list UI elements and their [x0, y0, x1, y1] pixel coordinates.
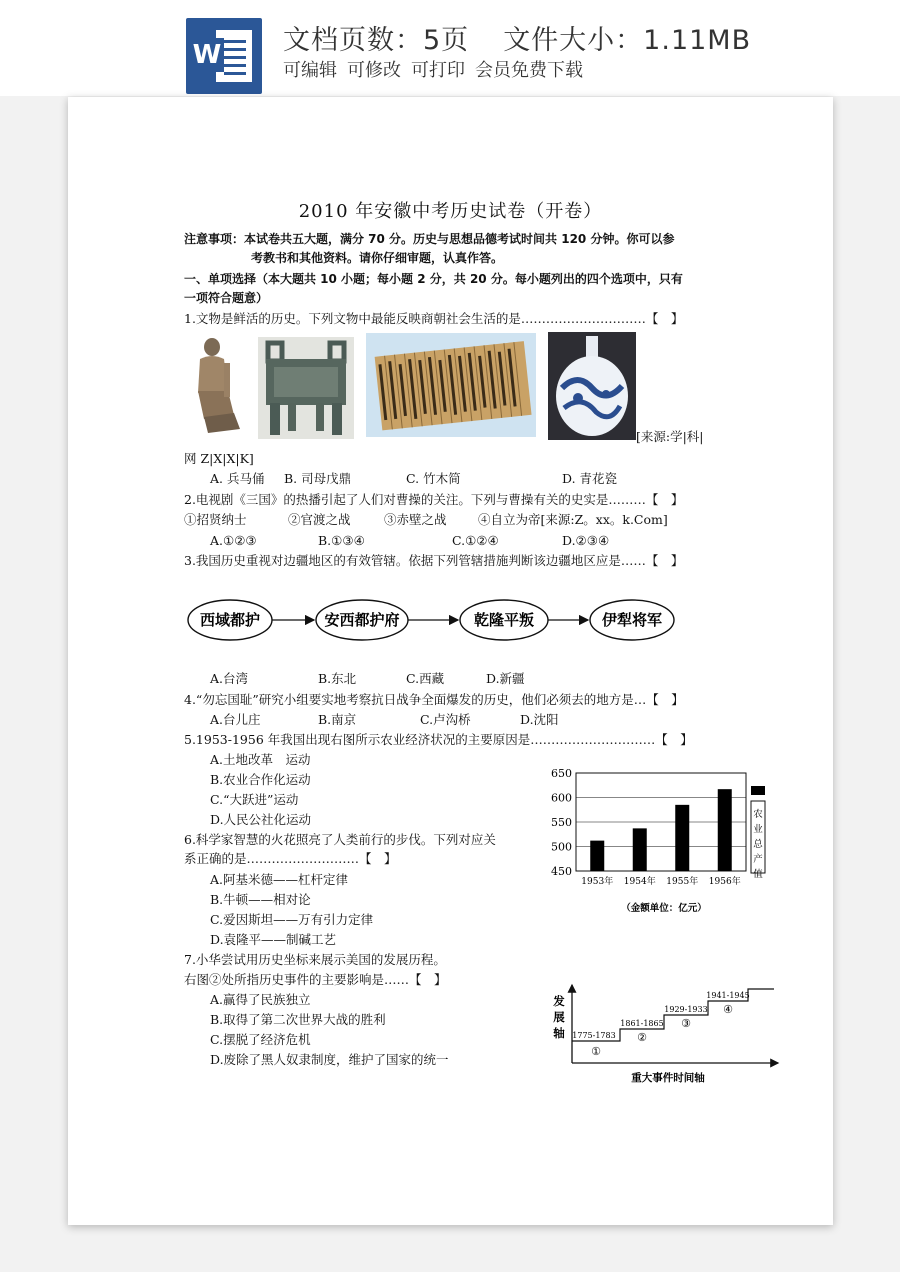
q7-option-d: D.废除了黑人奴隶制度，维护了国家的统一 [210, 1052, 449, 1067]
step-label-3: 1941-1945 [706, 991, 750, 1000]
bamboo-slips-image [366, 333, 536, 437]
q2-option-d: D.②③④ [562, 533, 610, 548]
feature-modifiable: 可修改 [347, 60, 401, 81]
q4-option-c: C.卢沟桥 [420, 712, 471, 727]
q2-stem: 2.电视剧《三国》的热播引起了人们对曹操的关注。下列与曹操有关的史实是………【 】 [184, 492, 684, 507]
download-banner [0, 0, 900, 96]
bar-2 [675, 805, 689, 871]
q4-option-a: A.台儿庄 [210, 712, 261, 727]
flow-node-4: 伊犁将军 [601, 611, 663, 629]
q4-option-d: D.沈阳 [520, 712, 559, 727]
q2-item-4: ④自立为帝[来源:Z。xx。k.Com] [478, 512, 668, 527]
section-heading-1: 一、单项选择（本大题共 10 小题；每小题 2 分，共 20 分。每小题列出的四个选项中，只有 [184, 272, 683, 286]
q3-flow-diagram [186, 594, 676, 646]
q1-option-a: A. 兵马俑 [210, 471, 265, 486]
q2-item-2: ②官渡之战 [288, 512, 351, 527]
file-size: 文件大小：1.11MB [503, 25, 752, 56]
step-marker-0: ① [591, 1045, 601, 1058]
q3-option-d: D.新疆 [486, 671, 525, 686]
bar-1 [633, 828, 647, 871]
x-tick-label-2: 1955年 [666, 877, 699, 887]
chart-caption: （金额单位：亿元） [621, 903, 707, 914]
step-label-1: 1861-1865 [620, 1019, 664, 1028]
q7-stem-1: 7.小华尝试用历史坐标来展示美国的发展历程。 [184, 952, 446, 967]
q3-option-b: B.东北 [318, 671, 357, 686]
bar-3 [718, 789, 732, 871]
document-page [68, 97, 833, 1225]
feature-list [283, 56, 583, 82]
section-heading-2: 一项符合题意） [184, 291, 269, 305]
us-history-axis-diagram [552, 977, 782, 1087]
q3-stem: 3.我国历史重视对边疆地区的有效管辖。依据下列管辖措施判断该边疆地区应是……【 】 [184, 553, 684, 568]
step-marker-1: ② [637, 1031, 647, 1044]
x-tick-label-0: 1953年 [581, 877, 614, 887]
notes-line-1: 注意事项：本试卷共五大题，满分 70 分。历史与思想品德考试时间共 120 分钟。你可以参 [184, 232, 675, 246]
q5-option-a: A.土地改革 运动 [210, 752, 311, 767]
simuwu-ding-image [258, 337, 354, 439]
q2-option-c: C.①②④ [452, 533, 499, 548]
q2-item-3: ③赤壁之战 [384, 512, 447, 527]
q2-option-b: B.①③④ [318, 533, 365, 548]
feature-member-download: 会员免费下载 [475, 60, 583, 81]
dev-axis-char-1: 展 [553, 1010, 565, 1024]
q6-option-b: B.牛顿——相对论 [210, 892, 311, 907]
q6-option-a: A.阿基米德——杠杆定律 [210, 872, 349, 887]
dev-axis-char-0: 发 [553, 994, 565, 1008]
legend-char-4: 值 [753, 869, 763, 880]
q5-option-c: C.“大跃进”运动 [210, 792, 299, 807]
q7-option-a: A.赢得了民族独立 [210, 992, 311, 1007]
time-axis-label: 重大事件时间轴 [631, 1072, 705, 1084]
q5-option-b: B.农业合作化运动 [210, 772, 311, 787]
q1-source-1: [来源:学|科| [636, 429, 704, 444]
q1-option-d: D. 青花瓷 [562, 471, 618, 486]
flow-node-3: 乾隆平叛 [473, 611, 535, 629]
blue-white-porcelain-image [548, 332, 636, 440]
bar-0 [590, 841, 604, 871]
flow-node-1: 西域都护 [199, 611, 261, 629]
feature-printable: 可打印 [411, 60, 465, 81]
step-marker-3: ④ [723, 1003, 733, 1016]
q4-option-b: B.南京 [318, 712, 357, 727]
agri-output-bar-chart [546, 765, 786, 915]
x-tick-label-3: 1956年 [708, 877, 741, 887]
legend-swatch [751, 786, 765, 795]
q4-stem: 4.“勿忘国耻”研究小组要实地考察抗日战争全面爆发的历史，他们必须去的地方是…【 】 [184, 692, 684, 707]
q5-option-d: D.人民公社化运动 [210, 812, 312, 827]
q6-stem-1: 6.科学家智慧的火花照亮了人类前行的步伐。下列对应关 [184, 832, 496, 847]
q3-option-c: C.西藏 [406, 671, 445, 686]
dev-axis-char-2: 轴 [553, 1026, 565, 1040]
notes-line-2: 考教书和其他资料。请你仔细审题，认真作答。 [251, 251, 504, 265]
y-tick-label-4: 650 [551, 767, 572, 780]
legend-char-3: 产 [753, 854, 763, 865]
step-marker-2: ③ [681, 1017, 691, 1030]
q5-stem: 5.1953-1956 年我国出现右图所示农业经济状况的主要原因是…………………………【 】 [184, 732, 693, 747]
q7-option-b: B.取得了第二次世界大战的胜利 [210, 1012, 386, 1027]
y-tick-label-2: 550 [551, 816, 572, 829]
q2-item-1: ①招贤纳士 [184, 512, 247, 527]
legend-char-2: 总 [753, 839, 763, 850]
x-tick-label-1: 1954年 [623, 877, 656, 887]
terracotta-warrior-image [184, 333, 244, 437]
q2-option-a: A.①②③ [210, 533, 257, 548]
q6-option-c: C.爱因斯坦——万有引力定律 [210, 912, 374, 927]
y-tick-label-1: 500 [551, 840, 572, 854]
doc-meta [283, 18, 751, 57]
legend-char-0: 农 [753, 809, 763, 820]
y-tick-label-0: 450 [551, 865, 572, 878]
q6-stem-2: 系正确的是………………………【 】 [184, 851, 397, 866]
q1-stem: 1.文物是鲜活的历史。下列文物中最能反映商朝社会生活的是…………………………【 】 [184, 311, 684, 326]
flow-node-2: 安西都护府 [324, 611, 400, 629]
y-tick-label-3: 600 [551, 791, 572, 805]
q1-source-2: 网 Z|X|X|K] [184, 451, 254, 466]
q7-stem-2: 右图②处所指历史事件的主要影响是……【 】 [184, 972, 447, 987]
page-title: 2010 年安徽中考历史试卷（开卷） [298, 201, 603, 222]
step-label-0: 1775-1783 [572, 1031, 616, 1040]
legend-char-1: 业 [753, 824, 763, 835]
page-count: 文档页数：5页 [283, 25, 470, 56]
q7-option-c: C.摆脱了经济危机 [210, 1032, 311, 1047]
q3-option-a: A.台湾 [210, 671, 249, 686]
q6-option-d: D.袁隆平——制碱工艺 [210, 932, 337, 947]
q1-option-b: B. 司母戊鼎 [284, 471, 352, 486]
q1-option-c: C. 竹木简 [406, 471, 461, 486]
word-doc-icon: W [186, 18, 262, 94]
step-label-2: 1929-1933 [664, 1005, 708, 1014]
feature-editable: 可编辑 [283, 60, 337, 81]
